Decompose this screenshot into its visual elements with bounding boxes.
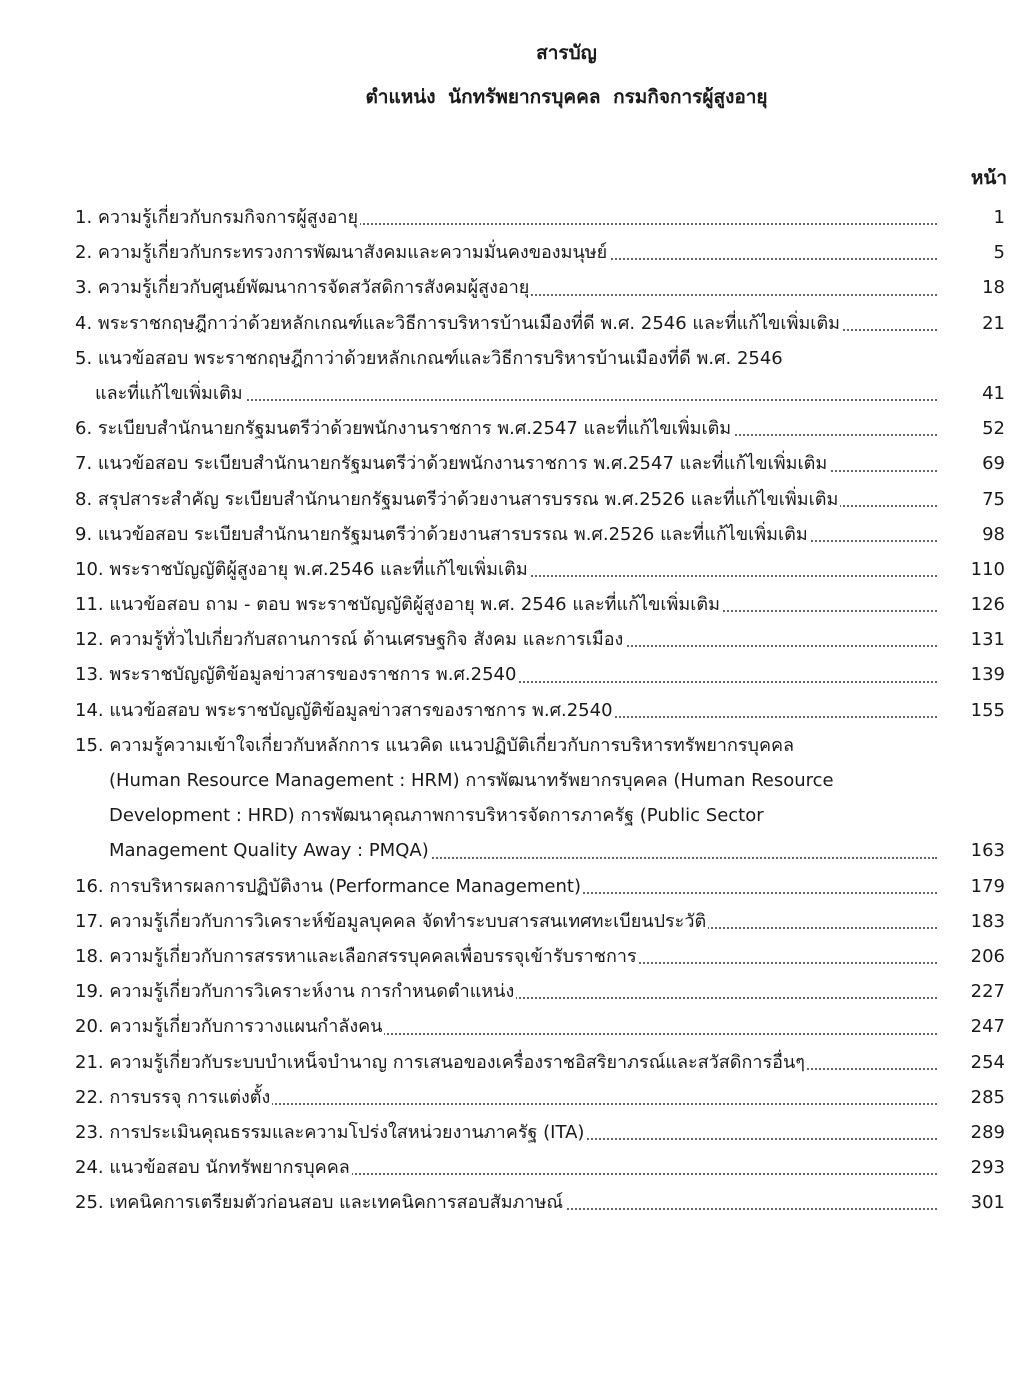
toc-entry-title: 2. ความรู้เกี่ยวกับกระทรวงการพัฒนาสังคมและความมั่นคงของมนุษย์: [75, 242, 608, 264]
toc-page-number: 18: [982, 277, 1005, 299]
toc-entry[interactable]: [75, 1150, 1010, 1185]
toc-entry-title: 6. ระเบียบสำนักนายกรัฐมนตรีว่าด้วยพนักงานราชการ พ.ศ.2547 และที่แก้ไขเพิ่มเติม: [75, 418, 732, 440]
toc-entry[interactable]: [75, 1009, 1010, 1044]
toc-page-number: 301: [970, 1192, 1005, 1214]
toc-entry-title: 4. พระราชกฤษฎีกาว่าด้วยหลักเกณฑ์และวิธีการบริหารบ้านเมืองที่ดี พ.ศ. 2546 และที่แก้ไขเพิ่มเติม: [75, 312, 841, 334]
toc-entry-title: และที่แก้ไขเพิ่มเติม: [95, 382, 243, 404]
toc-entry-title: 3. ความรู้เกี่ยวกับศูนย์พัฒนาการจัดสวัสดิการสังคมผู้สูงอายุ: [75, 277, 530, 299]
toc-entry-text-wrap: [75, 411, 937, 446]
toc-page-number: 254: [970, 1051, 1005, 1073]
toc-page-number: 289: [970, 1121, 1005, 1143]
toc-entry-title: 18. ความรู้เกี่ยวกับการสรรหาและเลือกสรรบุคคลเพื่อบรรจุเข้ารับราชการ: [75, 945, 637, 967]
toc-entry-text-wrap: [75, 1150, 937, 1185]
toc-entry[interactable]: [75, 517, 1010, 552]
toc-entry[interactable]: [75, 657, 1010, 692]
toc-page-number: 21: [982, 312, 1005, 334]
toc-entry-title: (Human Resource Management : HRM) การพัฒนาทรัพยากรบุคคล (Human Resource: [109, 770, 834, 791]
toc-page-number: 1: [993, 207, 1005, 228]
toc-page-number: 131: [970, 629, 1005, 651]
toc-entry-title: 15. ความรู้ความเข้าใจเกี่ยวกับหลักการ แนวคิด แนวปฏิบัติเกี่ยวกับการบริหารทรัพยากรบุคคล: [75, 734, 795, 756]
toc-entry[interactable]: [75, 1185, 1010, 1220]
toc-entry-continuation[interactable]: [75, 833, 1010, 868]
toc-entry-text-wrap: [75, 235, 937, 270]
toc-entry-title: 5. แนวข้อสอบ พระราชกฤษฎีกาว่าด้วยหลักเกณฑ์และวิธีการบริหารบ้านเมืองที่ดี พ.ศ. 2546: [75, 347, 783, 369]
toc-page-number: 183: [970, 910, 1005, 932]
toc-entry-continuation[interactable]: [75, 376, 1010, 411]
toc-entry[interactable]: [75, 411, 1010, 446]
toc-page-number: 155: [970, 699, 1005, 721]
toc-entry-text-wrap: [75, 270, 937, 305]
toc-page-number: 41: [982, 382, 1005, 404]
toc-entry-title: 10. พระราชบัญญัติผู้สูงอายุ พ.ศ.2546 และที่แก้ไขเพิ่มเติม: [75, 558, 528, 580]
toc-entry-title: 9. แนวข้อสอบ ระเบียบสำนักนายกรัฐมนตรีว่าด้วยงานสารบรรณ พ.ศ.2526 และที่แก้ไขเพิ่มเติม: [75, 523, 808, 545]
toc-entry[interactable]: [75, 552, 1010, 587]
toc-entry-text-wrap: [75, 1115, 937, 1150]
toc-page-number: 293: [970, 1157, 1005, 1179]
toc-entry-title: Management Quality Away : PMQA): [109, 840, 429, 862]
toc-entry[interactable]: [75, 1045, 1010, 1080]
toc-entry-title: 7. แนวข้อสอบ ระเบียบสำนักนายกรัฐมนตรีว่าด้วยพนักงานราชการ พ.ศ.2547 และที่แก้ไขเพิ่มเติม: [75, 453, 828, 475]
toc-page-number: 75: [982, 488, 1005, 510]
toc-entry-text-wrap: [109, 798, 937, 833]
toc-page-number: 179: [970, 875, 1005, 897]
toc-entry-title: 17. ความรู้เกี่ยวกับการวิเคราะห์ข้อมูลบุคคล จัดทำระบบสารสนเทศทะเบียนประวัติ: [75, 910, 707, 932]
toc-title: สารบัญ: [536, 42, 597, 64]
toc-entry-text-wrap: [75, 200, 937, 235]
table-of-contents: [75, 200, 1010, 1220]
toc-entry-title: 12. ความรู้ทั่วไปเกี่ยวกับสถานการณ์ ด้านเศรษฐกิจ สังคม และการเมือง: [75, 629, 624, 651]
toc-subtitle: ตำแหน่ง นักทรัพยากรบุคคล กรมกิจการผู้สูงอายุ: [365, 86, 768, 108]
toc-entry[interactable]: [75, 974, 1010, 1009]
page-column-header: หน้า: [970, 167, 1007, 189]
toc-entry-text-wrap: [75, 446, 937, 481]
toc-entry[interactable]: [75, 1115, 1010, 1150]
toc-page-number: 52: [982, 418, 1005, 440]
toc-entry[interactable]: [75, 904, 1010, 939]
toc-entry-text-wrap: [75, 974, 937, 1009]
toc-entry[interactable]: [75, 235, 1010, 270]
toc-entry-text-wrap: [75, 482, 937, 517]
toc-entry[interactable]: [75, 306, 1010, 341]
toc-entry-title: 13. พระราชบัญญัติข้อมูลข่าวสารของราชการ พ.ศ.2540: [75, 664, 517, 686]
toc-page-number: 110: [970, 558, 1005, 580]
toc-entry-title: 25. เทคนิคการเตรียมตัวก่อนสอบ และเทคนิคการสอบสัมภาษณ์: [75, 1192, 564, 1214]
toc-entry-title: Development : HRD) การพัฒนาคุณภาพการบริหารจัดการภาครัฐ (Public Sector: [109, 805, 764, 827]
toc-entry-title: 23. การประเมินคุณธรรมและความโปร่งใสหน่วยงานภาครัฐ (ITA): [75, 1121, 585, 1143]
toc-entry-title: 21. ความรู้เกี่ยวกับระบบบำเหน็จบำนาญ การเสนอของเครื่องราชอิสริยาภรณ์และสวัสดิการอื่นๆ: [75, 1051, 805, 1073]
toc-page-number: 69: [982, 453, 1005, 475]
toc-entry-text-wrap: [75, 587, 937, 622]
toc-entry-text-wrap: [75, 552, 937, 587]
toc-entry-text-wrap: [75, 1009, 937, 1044]
toc-entry[interactable]: [75, 270, 1010, 305]
toc-entry-text-wrap: [75, 1080, 937, 1115]
toc-entry-text-wrap: [75, 939, 937, 974]
toc-entry[interactable]: [75, 869, 1010, 904]
toc-entry-text-wrap: [75, 622, 937, 657]
toc-entry-text-wrap: [75, 904, 937, 939]
toc-entry[interactable]: [75, 693, 1010, 728]
toc-entry-continuation[interactable]: [75, 763, 1010, 798]
toc-entry-text-wrap: [75, 1045, 937, 1080]
toc-page-number: 227: [970, 981, 1005, 1003]
toc-entry-text-wrap: [75, 693, 937, 728]
toc-entry-text-wrap: [109, 763, 937, 798]
toc-entry[interactable]: [75, 446, 1010, 481]
toc-entry-title: 14. แนวข้อสอบ พระราชบัญญัติข้อมูลข่าวสารของราชการ พ.ศ.2540: [75, 699, 613, 721]
toc-page-number: 285: [970, 1086, 1005, 1108]
toc-page-number: 247: [970, 1016, 1005, 1038]
toc-entry-text-wrap: [75, 306, 937, 341]
toc-entry[interactable]: [75, 728, 1010, 763]
toc-entry-title: 11. แนวข้อสอบ ถาม - ตอบ พระราชบัญญัติผู้สูงอายุ พ.ศ. 2546 และที่แก้ไขเพิ่มเติม: [75, 594, 720, 616]
toc-entry-title: 8. สรุปสาระสำคัญ ระเบียบสำนักนายกรัฐมนตรีว่าด้วยงานสารบรรณ พ.ศ.2526 และที่แก้ไขเพิ่มเติม: [75, 488, 839, 510]
toc-page-number: 126: [970, 594, 1005, 616]
toc-entry[interactable]: [75, 1080, 1010, 1115]
toc-page-number: 5: [993, 242, 1005, 264]
toc-entry[interactable]: [75, 939, 1010, 974]
toc-page-number: 206: [970, 945, 1005, 967]
toc-entry-title: 1. ความรู้เกี่ยวกับกรมกิจการผู้สูงอายุ: [75, 207, 359, 228]
toc-entry-title: 22. การบรรจุ การแต่งตั้ง: [75, 1086, 271, 1108]
toc-page-number: 163: [970, 840, 1005, 862]
toc-entry[interactable]: [75, 587, 1010, 622]
toc-entry-title: 16. การบริหารผลการปฏิบัติงาน (Performance Management): [75, 875, 581, 897]
toc-entry[interactable]: [75, 341, 1010, 376]
toc-entry-title: 24. แนวข้อสอบ นักทรัพยากรบุคคล: [75, 1157, 350, 1179]
toc-entry-text-wrap: [109, 833, 937, 868]
toc-entry[interactable]: [75, 482, 1010, 517]
toc-entry-text-wrap: [75, 728, 937, 763]
toc-entry-text-wrap: [75, 517, 937, 552]
toc-entry-title: 20. ความรู้เกี่ยวกับการวางแผนกำลังคน: [75, 1016, 383, 1038]
toc-entry-text-wrap: [75, 657, 937, 692]
toc-entry-text-wrap: [75, 341, 937, 376]
toc-entry[interactable]: [75, 200, 1010, 235]
toc-entry-text-wrap: [75, 869, 937, 904]
toc-entry-text-wrap: [75, 1185, 937, 1220]
toc-page-number: 139: [970, 664, 1005, 686]
toc-entry-title: 19. ความรู้เกี่ยวกับการวิเคราะห์งาน การกำหนดตำแหน่ง: [75, 981, 515, 1003]
toc-page-number: 98: [982, 523, 1005, 545]
toc-entry-continuation[interactable]: [75, 798, 1010, 833]
toc-entry[interactable]: [75, 622, 1010, 657]
toc-entry-text-wrap: [95, 376, 937, 411]
